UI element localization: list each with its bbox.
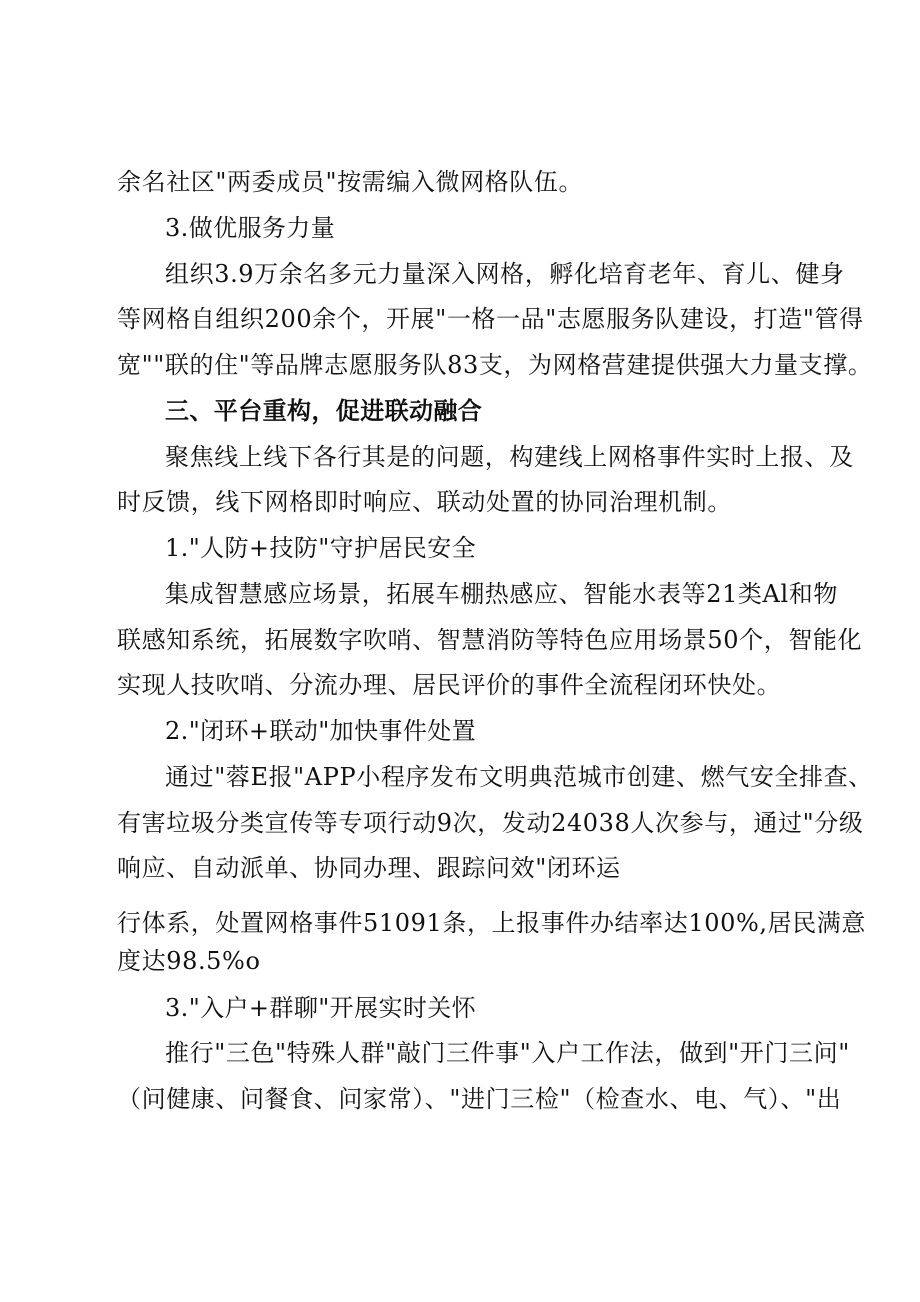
paragraph-line: 聚焦线上线下各行其是的问题，构建线上网格事件实时上报、及: [165, 443, 854, 471]
paragraph-line: 行体系，处置网格事件51091条，上报事件办结率达100%,居民满意: [117, 909, 866, 937]
subsection-heading: 3."入户+群聊"开展实时关怀: [165, 994, 477, 1022]
paragraph-line: 联感知系统，拓展数字吹哨、智慧消防等特色应用场景50个，智能化: [117, 626, 863, 654]
paragraph-line: 等网格自组织200余个，开展"一格一品"志愿服务队建设，打造"管得: [117, 305, 864, 333]
paragraph-line: 宽""联的住"等品牌志愿服务队83支，为网格营建提供强大力量支撑。: [117, 351, 873, 379]
paragraph-line: 度达98.5%o: [117, 947, 261, 975]
paragraph-line: （问健康、问餐食、问家常）、"进门三检"（检查水、电、气）、"出: [117, 1085, 842, 1113]
subsection-heading: 1."人防+技防"守护居民安全: [165, 534, 477, 562]
subsection-heading: 3.做优服务力量: [165, 214, 336, 242]
paragraph-line: 通过"蓉E报"APP小程序发布文明典范城市创建、燃气安全排查、: [165, 763, 873, 791]
paragraph-line: 组织3.9万余名多元力量深入网格，孵化培育老年、育儿、健身: [165, 260, 845, 288]
subsection-heading: 2."闭环+联动"加快事件处置: [165, 717, 477, 745]
paragraph-line: 有害垃圾分类宣传等专项行动9次，发动24038人次参与，通过"分级: [117, 809, 864, 837]
paragraph-line: 推行"三色"特殊人群"敲门三件事"入户工作法，做到"开门三问": [165, 1039, 850, 1067]
paragraph-line: 时反馈，线下网格即时响应、联动处置的协同治理机制。: [117, 488, 732, 516]
paragraph-line: 集成智慧感应场景，拓展车棚热感应、智能水表等21类Al和物: [165, 580, 838, 608]
paragraph-line: 响应、自动派单、协同办理、跟踪问效"闭环运: [117, 854, 621, 882]
paragraph-line: 实现人技吹哨、分流办理、居民评价的事件全流程闭环快处。: [117, 671, 782, 699]
section-heading: 三、平台重构，促进联动融合: [165, 397, 483, 425]
paragraph-line: 余名社区"两委成员"按需编入微网格队伍。: [117, 168, 584, 196]
